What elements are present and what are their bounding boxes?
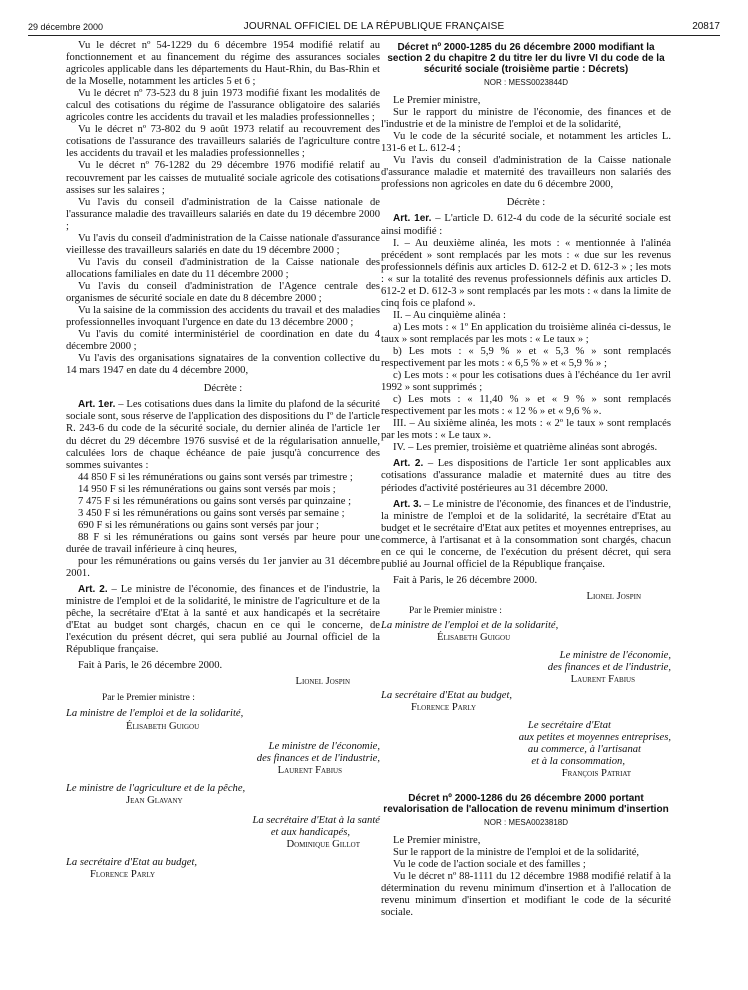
paragraph: c) Les mots : « pour les cotisations dues à l'échéance du 1er avril 1992 » sont supprimés ; (381, 370, 671, 394)
minister-name: François Patriat (561, 768, 631, 780)
signature-jospin: Lionel Jospin (586, 590, 641, 602)
list-item: 88 F si les rémunérations ou gains sont versés par heure pour une durée de travail inférieure à cinq heures, (66, 531, 380, 555)
visa: Vu l'avis du comité interministériel de coordination en date du 4 décembre 2000 ; (66, 329, 380, 353)
premier-ministre: Le Premier ministre, (393, 95, 481, 107)
visa: Vu le code de l'action sociale et des familles ; (393, 858, 586, 870)
article-1: Art. 1er. – L'article D. 612-4 du code de la sécurité sociale est ainsi modifié : (381, 213, 671, 237)
article-label: Art. 1er. (78, 399, 116, 411)
minister-name: Laurent Fabius (277, 764, 342, 776)
paragraph: I. – Au deuxième alinéa, les mots : « mentionnée à l'alinéa précédent » sont remplacés par les mots : « due sur les revenus professionnels définis aux articles D. 612-2 et D. 612-3 » ; les mots : « sur la totalité des revenus professionnels définis aux articles D. 612-2 et D. 612-3 » sont remplacés par les mots : « dans la limite de cinq fois ce plafond ». (381, 237, 671, 309)
page-header (28, 18, 720, 34)
decree-title: Décret nº 2000-1286 du 26 décembre 2000 portant revalorisation de l'allocation de revenu minimum d'insertion (383, 792, 669, 815)
header-rule (28, 35, 720, 36)
list-item: 3 450 F si les rémunérations ou gains sont versés par semaine ; (78, 507, 345, 519)
paragraph: c) Les mots : « 11,40 % » et « 9 % » sont remplacés respectivement par les mots : « 12 % » et « 9,6 % ». (381, 394, 671, 418)
minister-name: Jean Glavany (126, 794, 183, 806)
list-item: 14 950 F si les rémunérations ou gains sont versés par mois ; (78, 483, 336, 495)
visa: Vu le décret nº 76-1282 du 29 décembre 1976 modifié relatif au recouvrement par les caisses de mutualité sociale agricole des cotisations assises sur les salaires ; (66, 160, 380, 196)
visa: Vu l'avis du conseil d'administration de la Caisse nationale d'assurance vieillesse des travailleurs salariés en date du 19 décembre 2000 ; (66, 232, 380, 256)
visa: Vu le décret nº 73-523 du 8 juin 1973 modifié fixant les modalités de calcul des cotisations du régime de l'assurance obligatoire des salariés agricoles contre les accidents du travail et les maladies professionnelles ; (66, 88, 380, 124)
article-1: Art. 1er. – Les cotisations dues dans la limite du plafond de la sécurité sociale sont, sous réserve de l'application des dispositions du Iº de l'article R. 243-6 du code de la sécurité sociale, du dernier alinéa de l'article 1er du décret du 29 décembre 1976 susvisé et de la régularisation annuelle, calculées lors de chaque échéance de paie jusqu'à concurrence des sommes suivantes : (66, 399, 380, 471)
nor-reference: NOR : MESA0023818D (483, 817, 569, 827)
minister-name: Laurent Fabius (570, 674, 635, 686)
minister-title: La ministre de l'emploi et de la solidarité, (381, 619, 559, 631)
list-item: 44 850 F si les rémunérations ou gains sont versés par trimestre ; (78, 471, 353, 483)
minister-title: La secrétaire d'Etat au budget, (381, 690, 513, 702)
visa: Vu l'avis du conseil d'administration de la Caisse nationale des allocations familiales en date du 11 décembre 2000 ; (66, 256, 380, 280)
header-date: 29 décembre 2000 (28, 22, 104, 32)
signature-jospin: Lionel Jospin (295, 676, 350, 688)
minister-title: aux petites et moyennes entreprises, (518, 732, 671, 744)
list-item: 7 475 F si les rémunérations ou gains sont versés par quinzaine ; (78, 495, 352, 507)
visa: Vu le code de la sécurité sociale, et notamment les articles L. 131-6 et L. 612-4 ; (381, 131, 671, 155)
minister-name: Dominique Gillot (286, 838, 360, 850)
fait-a-paris: Fait à Paris, le 26 décembre 2000. (78, 660, 223, 672)
minister-name: Élisabeth Guigou (126, 720, 200, 732)
paragraph: a) Les mots : « 1º En application du troisième alinéa ci-dessus, le taux » sont remplacés par les mots : « Le taux » ; (381, 321, 671, 345)
article-label: Art. 2. (78, 584, 108, 596)
paragraph: IV. – Les premier, troisième et quatrième alinéas sont abrogés. (393, 442, 658, 454)
minister-title: La ministre de l'emploi et de la solidarité, (66, 708, 244, 720)
article-label: Art. 1er. (393, 213, 432, 225)
minister-name: Élisabeth Guigou (437, 632, 511, 644)
minister-name: Florence Parly (411, 702, 477, 714)
minister-title: La secrétaire d'Etat à la santé (252, 814, 380, 826)
minister-title: Le secrétaire d'Etat (527, 720, 611, 732)
decree-title: Décret nº 2000-1285 du 26 décembre 2000 modifiant la section 2 du chapitre 2 du titre Ier du livre VI du code de la sécurité sociale (troisième partie : Décrets) (387, 42, 665, 75)
par-le-premier-ministre: Par le Premier ministre : (409, 605, 502, 616)
paragraph: III. – Au sixième alinéa, les mots : « 2º le taux » sont remplacés par les mots : « Le taux ». (381, 418, 671, 442)
minister-title: au commerce, à l'artisanat (527, 744, 641, 756)
visa: Vu l'avis du conseil d'administration de la Caisse nationale de l'assurance maladie des travailleurs salariés en date du 19 décembre 2000 ; (66, 196, 380, 232)
article-2: Art. 2. – Les dispositions de l'article 1er sont applicables aux cotisations d'assurance maladie et maternité dues au titre des périodes d'activité postérieures au 31 décembre 2000. (381, 458, 671, 494)
visa: Vu le décret nº 73-802 du 9 août 1973 relatif au recouvrement des cotisations de l'assurance des travailleurs salariés de l'agriculture contre les accidents du travail et les maladies professionnelles ; (66, 124, 380, 160)
article-label: Art. 3. (393, 498, 422, 510)
right-column (381, 40, 671, 919)
minister-title: et aux handicapés, (270, 826, 350, 838)
paragraph: II. – Au cinquième alinéa : (393, 309, 506, 321)
minister-name: Florence Parly (90, 869, 156, 880)
minister-title: Le ministre de l'agriculture et de la pêche, (66, 782, 246, 794)
visa: Vu l'avis du conseil d'administration de l'Agence centrale des organismes de sécurité sociale en date du 8 décembre 2000 ; (66, 280, 380, 304)
left-column (66, 40, 380, 881)
minister-title: La secrétaire d'Etat au budget, (66, 856, 198, 868)
minister-title: des finances et de l'industrie, (547, 662, 671, 674)
minister-title: et à la consommation, (531, 756, 625, 768)
header-journal-title: JOURNAL OFFICIEL DE LA RÉPUBLIQUE FRANÇAISE (243, 21, 505, 32)
visa: Sur le rapport du ministre de l'économie, des finances et de l'industrie et de la ministre de l'emploi et de la solidarité, (381, 107, 671, 131)
visa: Vu l'avis du conseil d'administration de la Caisse nationale d'assurance maladie et maternité des travailleurs non salariés des professions non agricoles en date du 6 décembre 2000, (381, 155, 671, 191)
minister-title: Le ministre de l'économie, (268, 740, 380, 752)
visa: Vu le décret nº 54-1229 du 6 décembre 1954 modifié relatif au fonctionnement et au financement du régime des assurances sociales agricoles applicable dans les départements du Haut-Rhin, du Bas-Rhin et de la Moselle, notamment les articles 5 et 6 ; (66, 40, 380, 88)
article-2: Art. 2. – Le ministre de l'économie, des finances et de l'industrie, la ministre de l'emploi et de la solidarité, le ministre de l'agriculture et de la pêche, la secrétaire d'Etat à la santé et aux handicapés et la secrétaire d'Etat au budget sont chargés, chacun en ce qui le concerne, de l'exécution du présent décret, qui sera publié au Journal officiel de la République française. (66, 584, 380, 656)
minister-title: Le ministre de l'économie, (559, 650, 671, 662)
paragraph: b) Les mots : « 5,9 % » et « 5,3 % » sont remplacés respectivement par les mots : « 6,5 % » et « 5,9 % » ; (381, 345, 671, 370)
decrete: Décrète : (203, 383, 243, 395)
article-3: Art. 3. – Le ministre de l'économie, des finances et de l'industrie, la ministre de l'emploi et de la solidarité, la secrétaire d'Etat au budget et le secrétaire d'Etat aux petites et moyennes entreprises, au commerce, à l'artisanat et à la consommation sont chargés, chacun en ce qui le concerne, de l'exécution du présent décret, qui sera publié au Journal officiel de la République française. (381, 498, 671, 570)
nor-reference: NOR : MESS0023844D (483, 78, 569, 87)
visa: Vu la saisine de la commission des accidents du travail et des maladies professionnelles invoquant l'urgence en date du 13 décembre 2000 ; (66, 305, 380, 329)
minister-title: des finances et de l'industrie, (256, 752, 380, 764)
list-item: pour les rémunérations ou gains versés du 1er janvier au 31 décembre 2001. (66, 555, 380, 580)
visa: Vu l'avis des organisations signataires de la convention collective du 14 mars 1947 en date du 4 décembre 2000, (66, 353, 380, 377)
fait-a-paris: Fait à Paris, le 26 décembre 2000. (393, 574, 538, 586)
visa: Vu le décret nº 88-1111 du 12 décembre 1988 modifié relatif à la détermination du revenu minimum d'insertion et à l'allocation de revenu minimum d'insertion et modifiant le code de la sécurité sociale. (381, 870, 671, 918)
decrete: Décrète : (506, 197, 546, 209)
visa: Sur le rapport de la ministre de l'emploi et de la solidarité, (393, 846, 640, 858)
premier-ministre: Le Premier ministre, (393, 834, 481, 846)
article-label: Art. 2. (393, 458, 424, 470)
header-page-number: 20817 (692, 21, 720, 32)
list-item: 690 F si les rémunérations ou gains sont versés par jour ; (78, 519, 319, 531)
par-le-premier-ministre: Par le Premier ministre : (102, 693, 195, 704)
